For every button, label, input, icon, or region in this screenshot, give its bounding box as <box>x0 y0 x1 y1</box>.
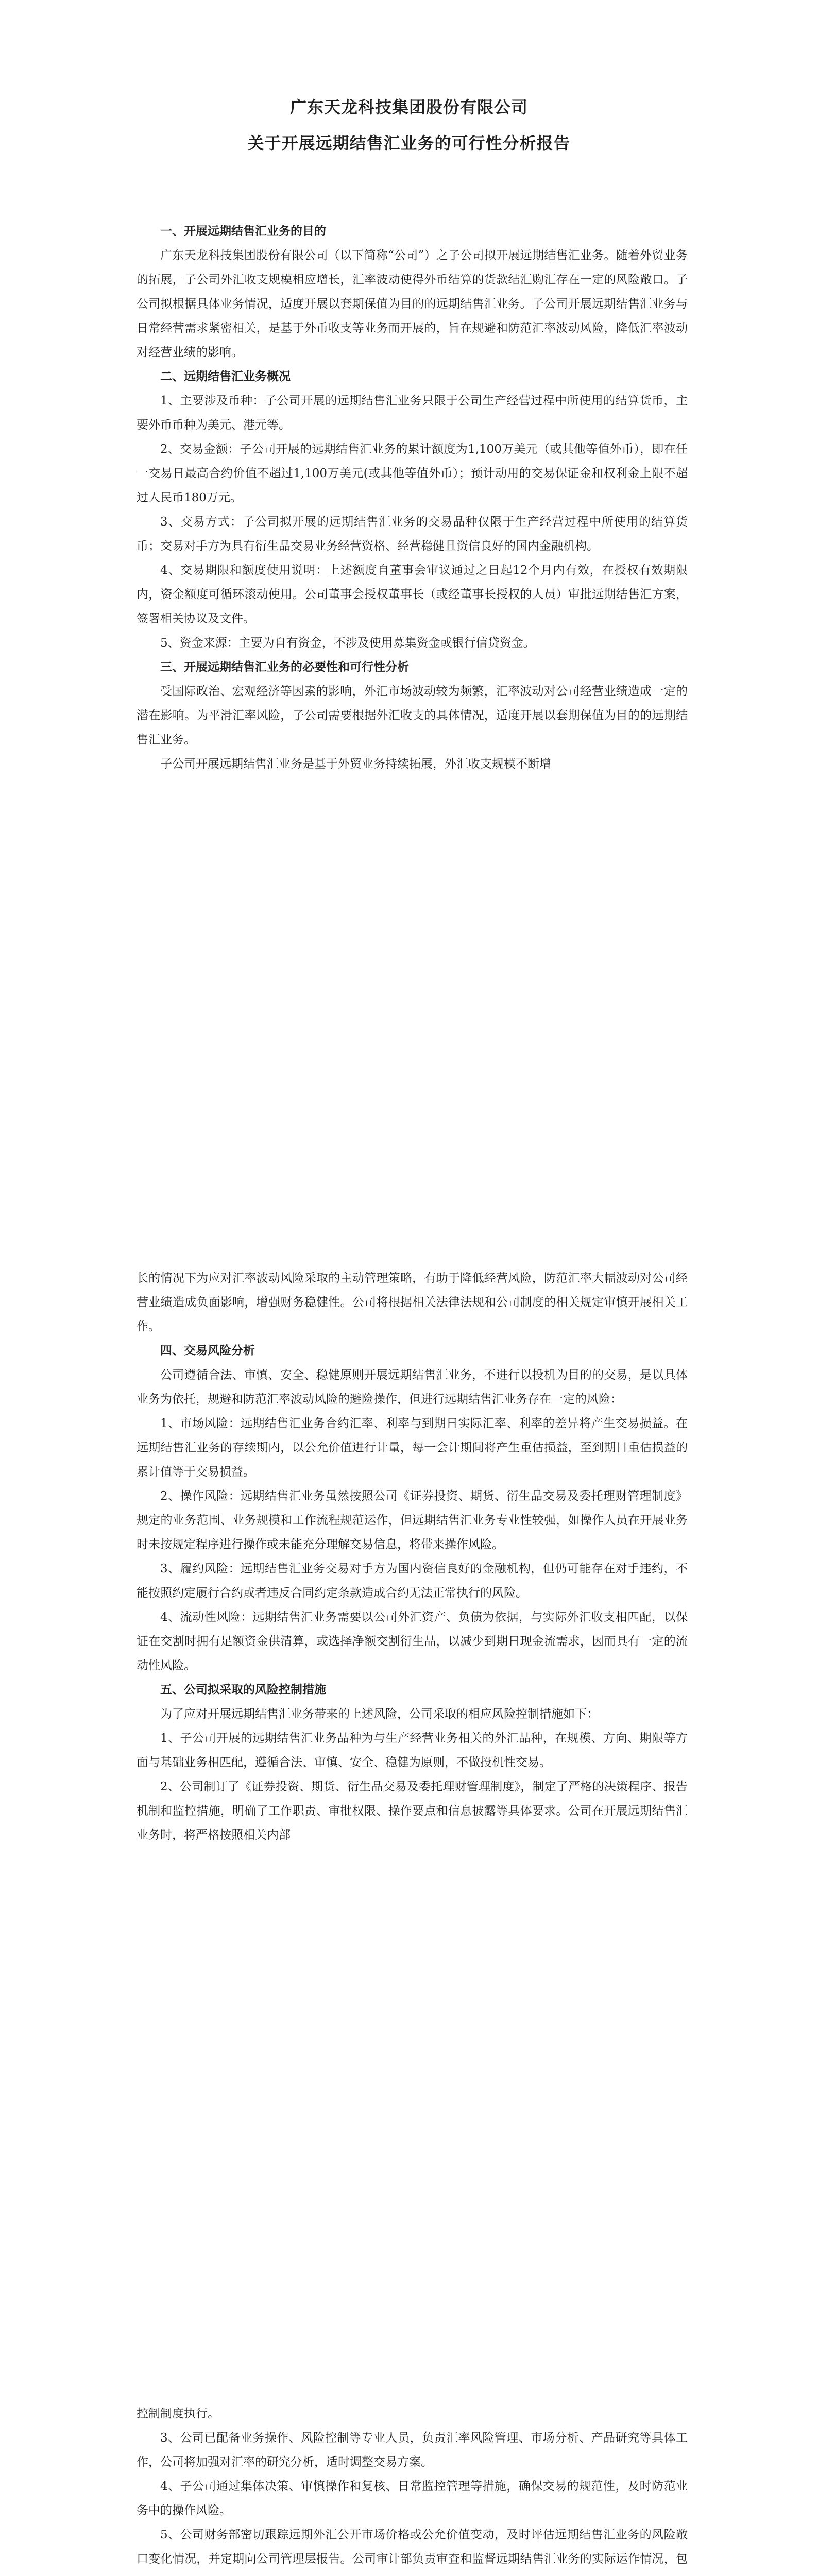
section-2-heading: 二、远期结售汇业务概况 <box>160 370 291 383</box>
section-4-item: 3、履约风险：远期结售汇业务交易对手方为国内资信良好的金融机构，但仍可能存在对手违约，不能按照约定履行合约或者违反合同约定条款造成合约无法正常执行的风险。 <box>137 1562 688 1600</box>
body-part-3 <box>0 2402 818 2576</box>
section-4-item: 2、操作风险：远期结售汇业务虽然按照公司《证券投资、期货、衍生品交易及委托理财管理制度》规定的业务范围、业务规模和工作流程规范运作，但远期结售汇业务专业性较强，如操作人员在开展业务时未按规定程序进行操作或未能充分理解交易信息，将带来操作风险。 <box>137 1489 688 1551</box>
document-header <box>0 95 818 156</box>
section-4-item: 4、流动性风险：远期结售汇业务需要以公司外汇资产、负债为依据，与实际外汇收支相匹配，以保证在交割时拥有足额资金供清算，或选择净额交割衍生品，以减少到期日现金流需求，因而具有一定的流动性风险。 <box>137 1611 688 1672</box>
document-title: 关于开展远期结售汇业务的可行性分析报告 <box>247 133 571 153</box>
section-5-item: 5、公司财务部密切跟踪远期外汇公开市场价格或公允价值变动，及时评估远期结售汇业务的风险敞口变化情况，并定期向公司管理层报告。公司审计部负责审查和监督远期结售汇业务的实际运作情况，包 <box>137 2528 688 2566</box>
section-2-item: 5、资金来源：主要为自有资金，不涉及使用募集资金或银行信贷资金。 <box>160 636 535 650</box>
section-1-heading: 一、开展远期结售汇业务的目的 <box>160 225 326 238</box>
section-5-intro: 为了应对开展远期结售汇业务带来的上述风险，公司采取的相应风险控制措施如下： <box>160 1707 599 1721</box>
section-4-item: 1、市场风险：远期结售汇业务合约汇率、利率与到期日实际汇率、利率的差异将产生交易损益。在远期结售汇业务的存续期内，以公允价值进行计量，每一会计期间将产生重估损益，至到期日重估损益的累计值等于交易损益。 <box>137 1417 688 1479</box>
body-part-2 <box>0 1266 818 1848</box>
section-2-item: 4、交易期限和额度使用说明：上述额度自董事会审议通过之日起12个月内有效，在授权有效期限内，资金额度可循环滚动使用。公司董事会授权董事长（或经董事长授权的人员）审批远期结售汇方案，签署相关协议及文件。 <box>137 564 688 625</box>
section-4-heading: 四、交易风险分析 <box>160 1344 255 1358</box>
company-name: 广东天龙科技集团股份有限公司 <box>289 97 528 117</box>
section-3-paragraph: 受国际政治、宏观经济等因素的影响，外汇市场波动较为频繁，汇率波动对公司经营业绩造成一定的潜在影响。为平滑汇率风险，子公司需要根据外汇收支的具体情况，适度开展以套期保值为目的的远期结售汇业务。 <box>137 685 688 747</box>
section-4-intro: 公司遵循合法、审慎、安全、稳健原则开展远期结售汇业务，不进行以投机为目的的交易，是以具体业务为依托，规避和防范汇率波动风险的避险操作，但进行远期结售汇业务存在一定的风险： <box>137 1368 688 1406</box>
section-5-continuation: 控制制度执行。 <box>137 2407 219 2420</box>
body-part-1 <box>0 219 818 776</box>
section-5-heading: 五、公司拟采取的风险控制措施 <box>160 1683 326 1697</box>
section-5-item: 4、子公司通过集体决策、审慎操作和复核、日常监控管理等措施，确保交易的规范性，及时防范业务中的操作风险。 <box>137 2480 688 2517</box>
section-2-item: 3、交易方式：子公司拟开展的远期结售汇业务的交易品种仅限于生产经营过程中所使用的结算货币；交易对手方为具有衍生品交易业务经营资格、经营稳健且资信良好的国内金融机构。 <box>137 515 688 553</box>
section-5-item: 1、子公司开展的远期结售汇业务品种为与生产经营业务相关的外汇品种，在规模、方向、期限等方面与基础业务相匹配，遵循合法、审慎、安全、稳健为原则，不做投机性交易。 <box>137 1732 688 1769</box>
section-3-heading: 三、开展远期结售汇业务的必要性和可行性分析 <box>160 660 409 674</box>
section-2-item: 2、交易金额：子公司开展的远期结售汇业务的累计额度为1,100万美元（或其他等值外币），即在任一交易日最高合约价值不超过1,100万美元(或其他等值外币）；预计动用的交易保证金和权利金上限不超过人民币180万元。 <box>137 443 688 504</box>
section-1-paragraph: 广东天龙科技集团股份有限公司（以下简称“公司”）之子公司拟开展远期结售汇业务。随着外贸业务的拓展，子公司外汇收支规模相应增长，汇率波动使得外币结算的货款结汇购汇存在一定的风险敞口。子公司拟根据具体业务情况，适度开展以套期保值为目的的远期结售汇业务。子公司开展远期结售汇业务与日常经营需求紧密相关，是基于外币收支等业务而开展的，旨在规避和防范汇率波动风险，降低汇率波动对经营业绩的影响。 <box>137 249 688 359</box>
section-3-continuation: 长的情况下为应对汇率波动风险采取的主动管理策略，有助于降低经营风险，防范汇率大幅波动对公司经营业绩造成负面影响，增强财务稳健性。公司将根据相关法律法规和公司制度的相关规定审慎开展相关工作。 <box>137 1272 688 1333</box>
section-3-paragraph: 子公司开展远期结售汇业务是基于外贸业务持续拓展，外汇收支规模不断增 <box>160 757 551 771</box>
section-2-item: 1、主要涉及币种：子公司开展的远期结售汇业务只限于公司生产经营过程中所使用的结算货币，主要外币币种为美元、港元等。 <box>137 394 688 432</box>
section-5-item: 2、公司制订了《证券投资、期货、衍生品交易及委托理财管理制度》，制定了严格的决策程序、报告机制和监控措施，明确了工作职责、审批权限、操作要点和信息披露等具体要求。公司在开展远期结售汇业务时，将严格按照相关内部 <box>137 1780 688 1842</box>
section-5-item: 3、公司已配备业务操作、风险控制等专业人员，负责汇率风险管理、市场分析、产品研究等具体工作，公司将加强对汇率的研究分析，适时调整交易方案。 <box>137 2431 688 2469</box>
